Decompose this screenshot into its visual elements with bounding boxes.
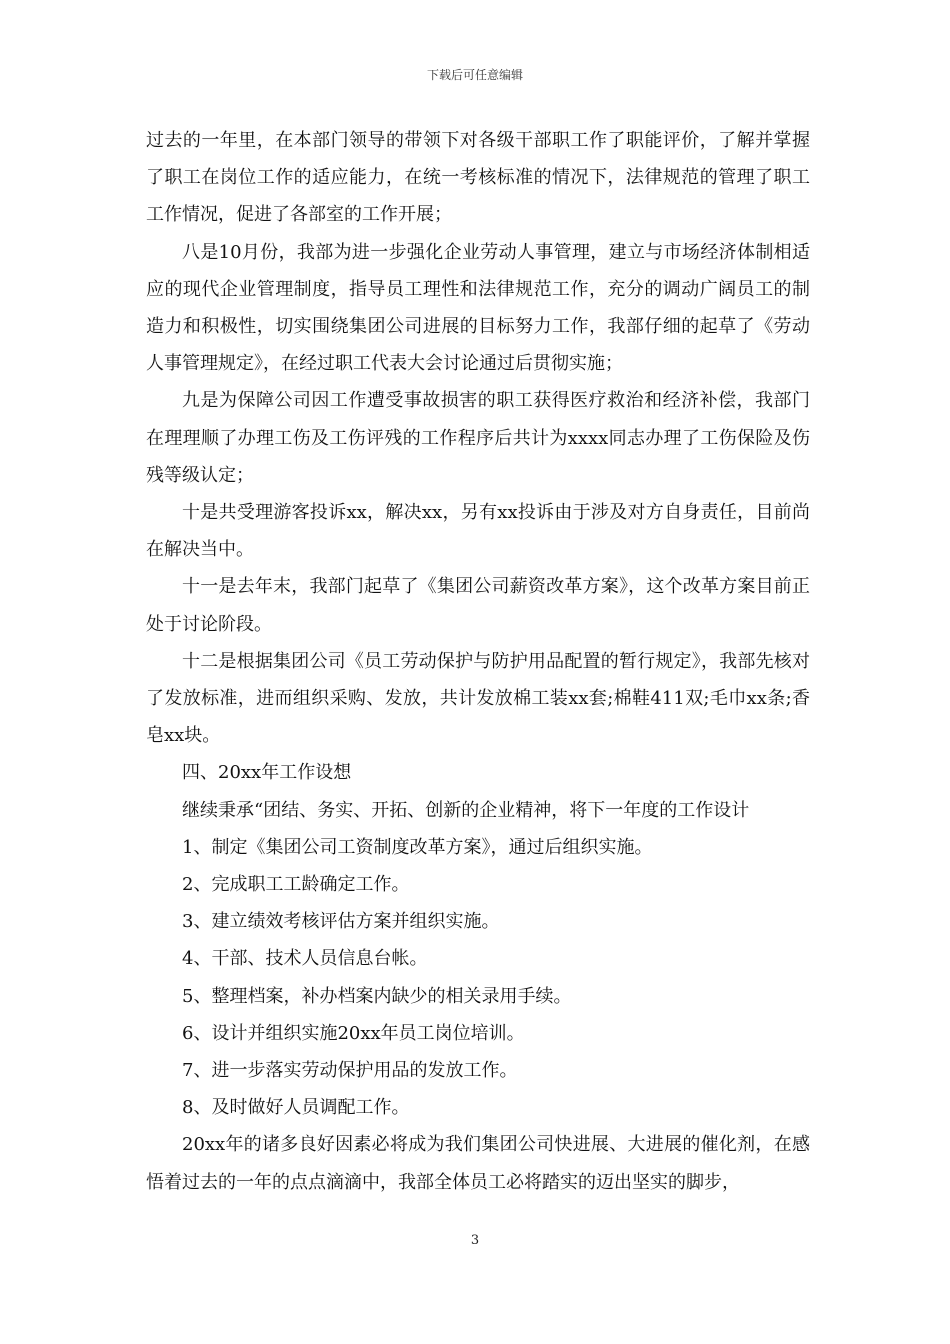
paragraph-8: 20xx年的诸多良好因素必将成为我们集团公司快进展、大进展的催化剂，在感悟着过去的一年的点点滴滴中，我部全体员工必将踏实的迈出坚实的脚步，: [146, 1134, 810, 1193]
list-item-1: 1、制定《集团公司工资制度改革方案》，通过后组织实施。: [182, 836, 653, 858]
list-item-6: 6、设计并组织实施20xx年员工岗位培训。: [182, 1022, 525, 1044]
paragraph-4: 十是共受理游客投诉xx，解决xx，另有xx投诉由于涉及对方自身责任，目前尚在解决当中。: [146, 502, 810, 561]
paragraph-2: 八是10月份，我部为进一步强化企业劳动人事管理，建立与市场经济体制相适应的现代企业管理制度，指导员工理性和法律规范工作，充分的调动广阔员工的制造力和积极性，切实围绕集团公司进展的目标努力工作，我部仔细的起草了《劳动人事管理规定》，在经过职工代表大会讨论通过后贯彻实施；: [146, 241, 810, 375]
list-item-5: 5、整理档案，补办档案内缺少的相关录用手续。: [182, 985, 572, 1007]
list-item-8: 8、及时做好人员调配工作。: [182, 1097, 410, 1119]
section-heading: 四、20xx年工作设想: [182, 762, 352, 784]
page-header: 下载后可任意编辑: [426, 68, 523, 82]
list-item-4: 4、干部、技术人员信息台帐。: [182, 948, 428, 970]
list-item-3: 3、建立绩效考核评估方案并组织实施。: [182, 911, 500, 933]
page-number: 3: [470, 1233, 480, 1248]
paragraph-3: 九是为保障公司因工作遭受事故损害的职工获得医疗救治和经济补偿，我部门在理理顺了办理工伤及工伤评残的工作程序后共计为xxxx同志办理了工伤保险及伤残等级认定；: [146, 390, 810, 486]
paragraph-5: 十一是去年末，我部门起草了《集团公司薪资改革方案》，这个改革方案目前正处于讨论阶段。: [146, 576, 810, 635]
list-item-2: 2、完成职工工龄确定工作。: [182, 874, 410, 896]
paragraph-1: 过去的一年里，在本部门领导的带领下对各级干部职工作了职能评价，了解并掌握了职工在岗位工作的适应能力，在统一考核标准的情况下，法律规范的管理了职工工作情况，促进了各部室的工作开展；: [146, 130, 810, 226]
paragraph-6: 十二是根据集团公司《员工劳动保护与防护用品配置的暂行规定》，我部先核对了发放标准，进而组织采购、发放，共计发放棉工装xx套;棉鞋411双;毛巾xx条;香皂xx块。: [146, 650, 810, 747]
list-item-7: 7、进一步落实劳动保护用品的发放工作。: [182, 1060, 518, 1082]
document-body: [146, 122, 810, 1201]
paragraph-7: 继续秉承“团结、务实、开拓、创新的企业精神，将下一年度的工作设计: [182, 799, 750, 821]
